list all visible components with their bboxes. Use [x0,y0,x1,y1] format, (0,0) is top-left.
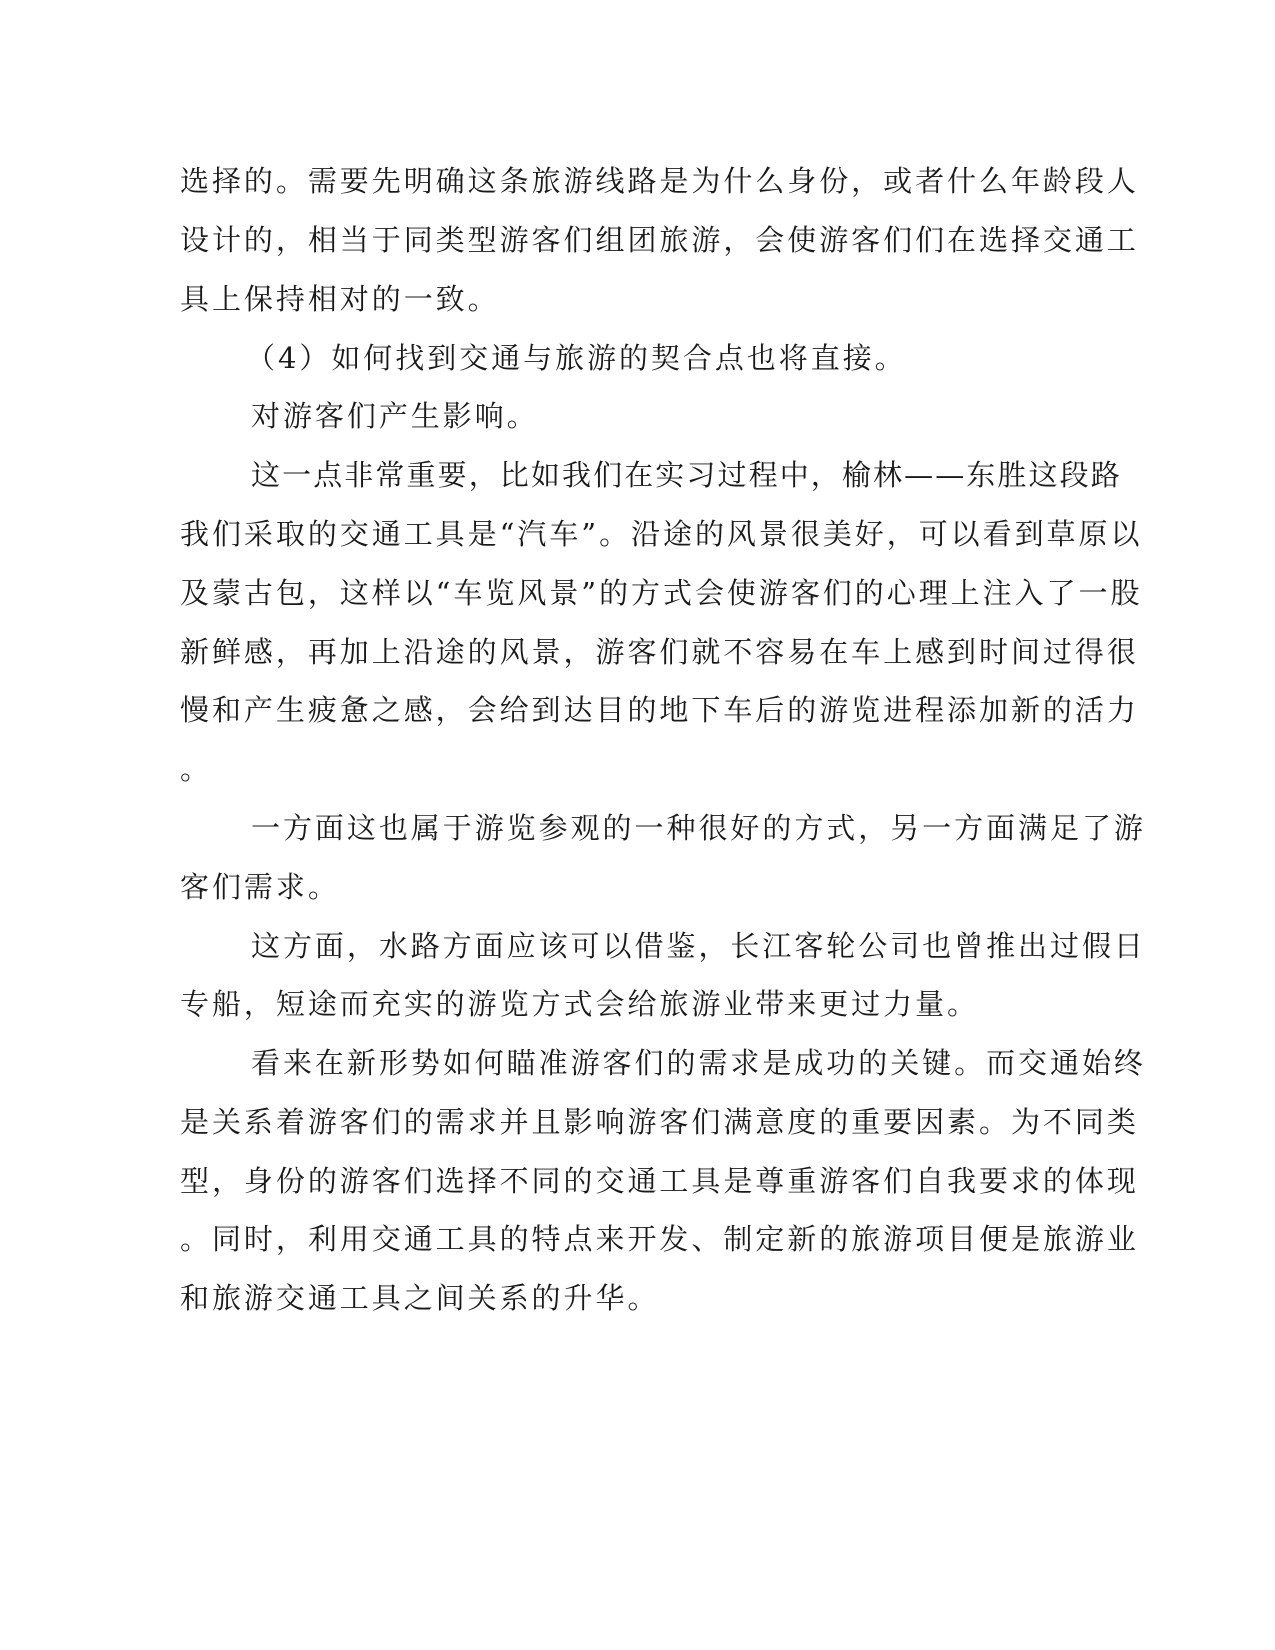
text-line: 一方面这也属于游览参观的一种很好的方式，另一方面满足了游 [251,811,1146,845]
text-line: 选择的。需要先明确这条旅游线路是为什么身份，或者什么年龄段人 [180,164,1139,198]
text-line: 我们采取的交通工具是“汽车”。沿途的风景很美好，可以看到草原以 [180,517,1143,551]
text-line: 看来在新形势如何瞄准游客们的需求是成功的关键。而交通始终 [251,1046,1146,1080]
text-line: 这方面，水路方面应该可以借鉴，长江客轮公司也曾推出过假日 [251,929,1146,963]
text-line: 慢和产生疲惫之感，会给到达目的地下车后的游览进程添加新的活力 [180,693,1139,727]
text-line: 专船，短途而充实的游览方式会给旅游业带来更过力量。 [180,987,980,1021]
text-line: 和旅游交通工具之间关系的升华。 [180,1281,660,1315]
text-line: 。同时，利用交通工具的特点来开发、制定新的旅游项目便是旅游业 [180,1222,1139,1256]
text-line: 及蒙古包，这样以“车览风景”的方式会使游客们的心理上注入了一股 [180,576,1143,610]
text-line: （4）如何找到交通与旅游的契合点也将直接。 [246,341,907,375]
text-line: 型，身份的游客们选择不同的交通工具是尊重游客们自我要求的体现 [180,1164,1139,1198]
text-line: 是关系着游客们的需求并且影响游客们满意度的重要因素。为不同类 [180,1105,1139,1139]
text-line: 。 [180,752,210,786]
text-line: 新鲜感，再加上沿途的风景，游客们就不容易在车上感到时间过得很 [180,635,1139,669]
text-line: 对游客们产生影响。 [251,399,539,433]
text-line: 这一点非常重要，比如我们在实习过程中，榆林——东胜这段路 [251,458,1122,492]
text-line: 客们需求。 [180,870,340,904]
text-line: 具上保持相对的一致。 [180,282,500,316]
text-line: 设计的，相当于同类型游客们组团旅游，会使游客们们在选择交通工 [180,223,1139,257]
